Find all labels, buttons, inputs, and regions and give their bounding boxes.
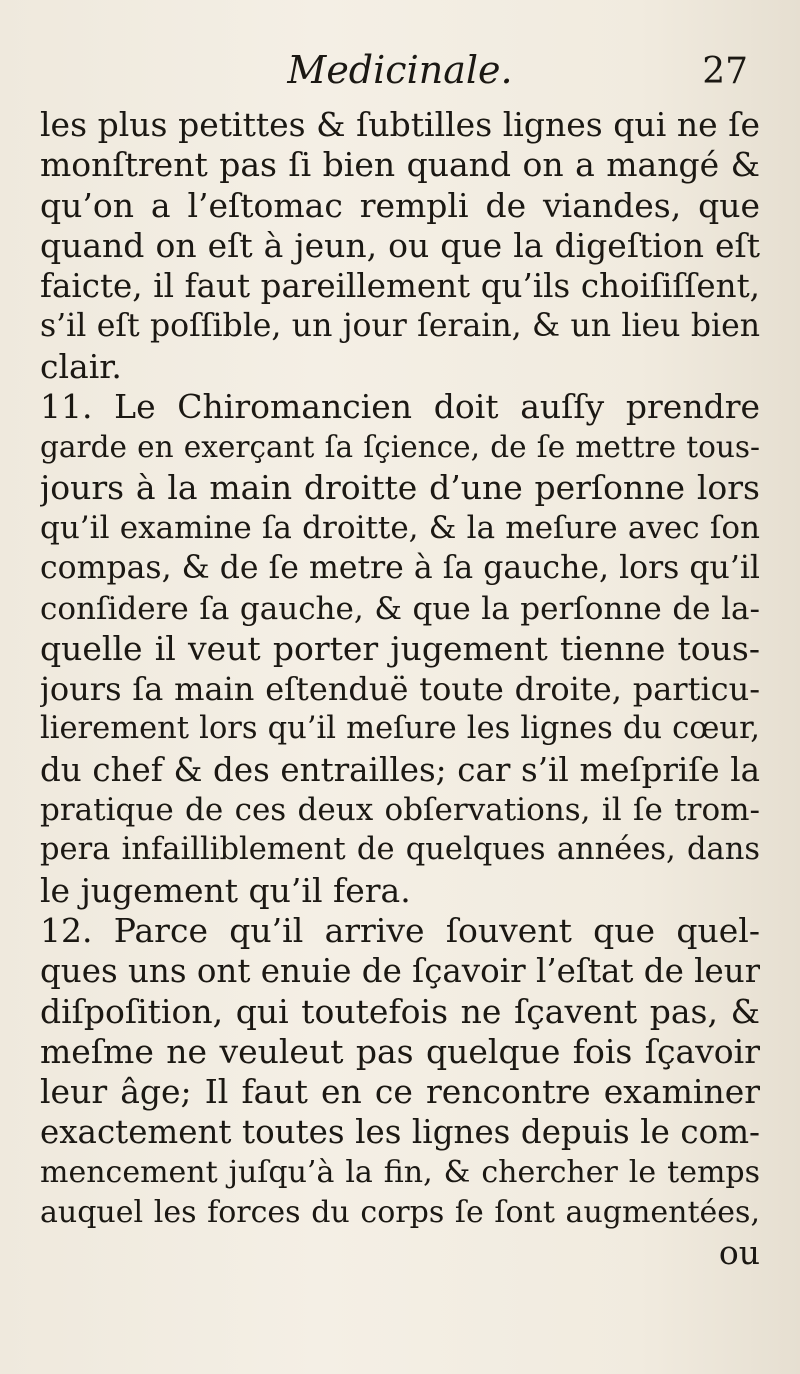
text-line: garde en exerçant ſa ſçience, de ſe mettre tous- <box>40 430 760 465</box>
text-line: quelle il veut porter jugement tienne tous- <box>40 628 760 668</box>
text-line: faicte, il faut pareillement qu’ils choiſiſſent, <box>40 267 760 306</box>
text-line: le jugement qu’il fera. <box>40 870 411 910</box>
text-line: jours à la main droitte d’une perſonne lors <box>40 467 760 507</box>
text-line: ques uns ont enuie de ſçavoir l’eſtat de leur <box>40 952 760 991</box>
text-line: meſme ne veuleut pas quelque fois ſçavoir <box>40 1031 760 1071</box>
text-line: mencement juſqu’à la fin, & chercher le temps <box>40 1154 760 1190</box>
text-line: 12. Parce qu’il arrive ſouvent que quel- <box>40 910 760 950</box>
running-head: Medicinale. <box>287 48 513 92</box>
text-line: exactement toutes les lignes depuis le com- <box>40 1113 760 1152</box>
page-number: 27 <box>702 51 748 92</box>
text-line: pera infailliblement de quelques années, dans <box>40 832 760 868</box>
text-line: qu’on a l’eſtomac rempli de viandes, que <box>40 185 760 225</box>
page-header <box>40 40 760 100</box>
text-line: conſidere ſa gauche, & que la perſonne de la- <box>40 590 760 627</box>
text-line: quand on eſt à jeun, ou que la digeſtion eſt <box>40 225 760 265</box>
catchword: ou <box>718 1233 760 1273</box>
text-line: monſtrent pas ſi bien quand on a mangé & <box>40 145 760 185</box>
text-line: diſpoſition, qui toutefois ne ſçavent pas, & <box>40 991 760 1031</box>
text-line: auquel les forces du corps ſe ſont augmentées, <box>40 1195 760 1231</box>
text-line: leur âge; Il faut en ce rencontre examiner <box>40 1072 760 1112</box>
text-line: compas, & de ſe metre à ſa gauche, lors qu’il <box>40 550 760 587</box>
text-line: s’il eſt poſſible, un jour ſerain, & un lieu bien <box>40 308 760 345</box>
text-line: 11. Le Chiromancien doit auſſy prendre <box>40 387 760 427</box>
text-line: du chef & des entrailles; car s’il meſpriſe la <box>40 750 760 789</box>
text-line: qu’il examine ſa droitte, & la meſure avec ſon <box>40 509 760 546</box>
text-body <box>40 105 760 1274</box>
text-line: clair. <box>40 346 122 386</box>
text-line: lierement lors qu’il meſure les lignes du cœur, <box>40 711 760 747</box>
text-line: pratique de ces deux obſervations, il ſe trom- <box>40 792 760 829</box>
text-line: les plus petittes & ſubtilles lignes qui ne ſe <box>40 105 760 144</box>
text-line: jours ſa main eſtenduë toute droite, particu- <box>40 670 760 709</box>
